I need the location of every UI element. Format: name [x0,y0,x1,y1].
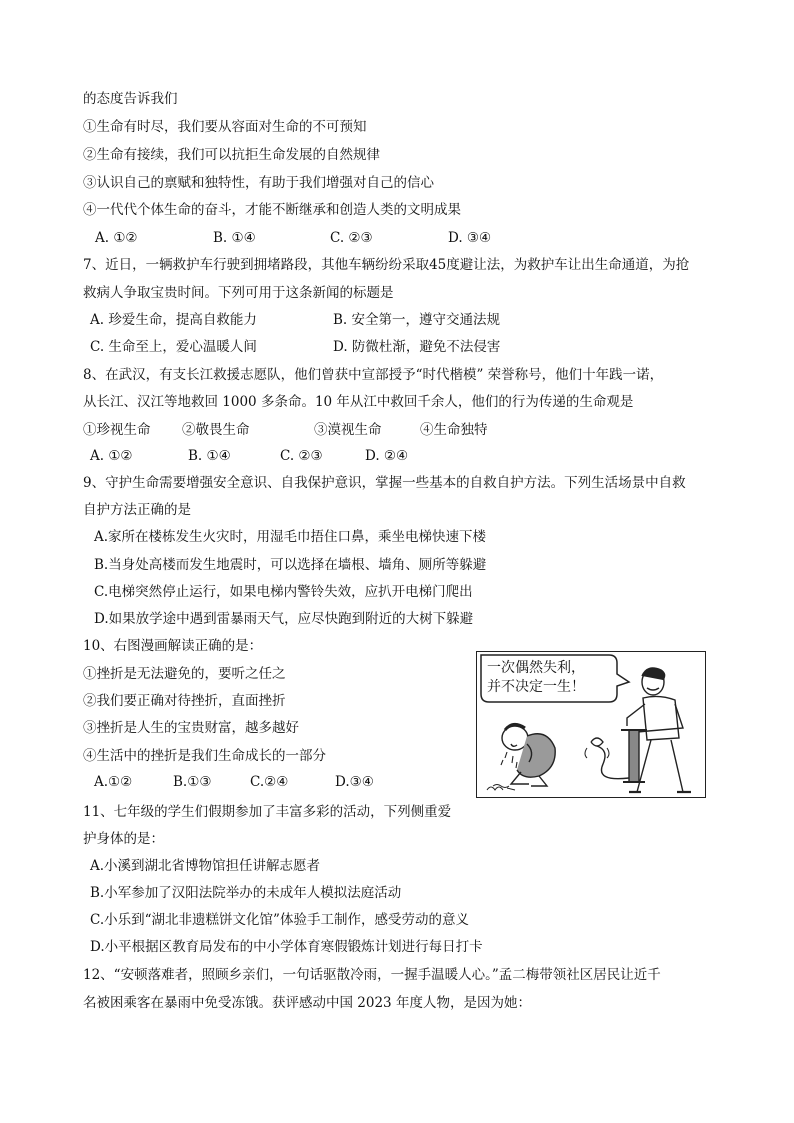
q10-option-a: A.①② [94,774,133,790]
speech-bubble-text [487,659,585,697]
q10-option-d: D.③④ [335,774,374,790]
q6-item-3: ③认识自己的禀赋和独特性，有助于我们增强对自己的信心 [83,175,434,191]
q7-stem-line1: 7、近日，一辆救护车行驶到拥堵路段，其他车辆纷纷采取45度避让法，为救护车让出生命通道，为抢 [83,257,690,273]
q6-option-b: B. ①④ [213,230,256,246]
crying-boy [493,724,555,787]
q7-options-row2 [0,338,794,356]
q6-item-4: ④一代代个体生命的奋斗，才能不断继承和创造人类的文明成果 [83,202,461,218]
q8-option-b: B. ①④ [188,448,231,464]
q6-stem-continued: 的态度告诉我们 [83,91,178,107]
q7-option-b: B. 安全第一，遵守交通法规 [333,312,501,328]
q9-stem-line1: 9、守护生命需要增强安全意识、自我保护意识，掌握一些基本的自救自护方法。下列生活场景中自救 [83,475,686,491]
speech-bubble-line1: 一次偶然失利， [487,660,585,676]
q11-option-c: C.小乐到“湖北非遗糕饼文化馆”体验手工制作，感受劳动的意义 [90,912,469,928]
speech-bubble-line2: 并不决定一生！ [487,679,585,695]
q6-item-2: ②生命有接续，我们可以抗拒生命发展的自然规律 [83,147,380,163]
q6-options [0,229,794,247]
q11-stem-line2: 护身体的是： [83,831,164,847]
q9-option-a: A.家所在楼栋发生火灾时，用湿毛巾捂住口鼻，乘坐电梯快速下楼 [94,529,487,545]
q9-option-d: D.如果放学途中遇到雷暴雨天气，应尽快跑到附近的大树下躲避 [94,611,474,627]
q8-item-2: ②敬畏生命 [182,422,250,438]
q7-option-a: A. 珍爱生命，提高自救能力 [90,312,257,328]
q8-item-4: ④生命独特 [420,422,488,438]
q6-option-d: D. ③④ [448,230,492,246]
q8-option-d: D. ②④ [365,448,409,464]
q11-option-d: D.小平根据区教育局发布的中小学体育寒假锻炼计划进行每日打卡 [90,939,483,955]
q8-option-a: A. ①② [90,448,133,464]
q9-stem-line2: 自护方法正确的是 [83,502,191,518]
q11-stem-line1: 11、七年级的学生们假期参加了丰富多彩的活动，下列侧重爱 [83,804,452,820]
q12-stem-line2: 名被困乘客在暴雨中免受冻饿。获评感动中国 2023 年度人物，是因为她： [83,995,531,1011]
q7-option-d: D. 防微杜渐，避免不法侵害 [333,339,501,355]
q12-stem-line1: 12、“安顿落难者，照顾乡亲们，一句话驱散冷雨，一握手温暖人心。”孟二梅带领社区居民让近千 [83,967,661,983]
q8-stem-line2: 从长江、汉江等地救回 1000 多条命。10 年从江中救回千余人，他们的行为传递的生命观是 [83,394,634,410]
q6-option-a: A. ①② [95,230,138,246]
q8-item-1: ①珍视生命 [83,422,151,438]
q10-stem: 10、右图漫画解读正确的是： [83,638,263,654]
q10-item-1: ①挫折是无法避免的，要听之任之 [83,666,286,682]
q6-item-1: ①生命有时尽，我们要从容面对生命的不可预知 [83,119,367,135]
q6-option-c: C. ②③ [330,230,373,246]
q9-option-c: C.电梯突然停止运行，如果电梯内警铃失效，应扒开电梯门爬出 [94,584,473,600]
q10-item-2: ②我们要正确对待挫折，直面挫折 [83,693,286,709]
q8-option-c: C. ②③ [280,448,323,464]
q10-cartoon [476,651,706,798]
q11-option-b: B.小军参加了汉阳法院举办的未成年人模拟法庭活动 [90,885,402,901]
q8-item-3: ③漠视生命 [314,422,382,438]
q8-stem-line1: 8、在武汉，有支长江救援志愿队，他们曾获中宣部授予“时代楷模” 荣誉称号，他们十年践一诺， [83,367,664,383]
q7-stem-line2: 救病人争取宝贵时间。下列可用于这条新闻的标题是 [83,285,394,301]
q11-option-a: A.小溪到湖北省博物馆担任讲解志愿者 [90,858,321,874]
q9-option-b: B.当身处高楼而发生地震时，可以选择在墙根、墙角、厕所等躲避 [94,557,487,573]
q8-items [0,421,794,439]
q7-options-row1 [0,311,794,329]
q10-item-3: ③挫折是人生的宝贵财富，越多越好 [83,720,299,736]
q8-options [0,447,794,465]
q10-option-b: B.①③ [173,774,212,790]
q7-option-c: C. 生命至上，爱心温暖人间 [90,339,257,355]
q10-item-4: ④生活中的挫折是我们生命成长的一部分 [83,748,326,764]
q10-option-c: C.②④ [250,774,289,790]
artist-signature [487,787,515,790]
